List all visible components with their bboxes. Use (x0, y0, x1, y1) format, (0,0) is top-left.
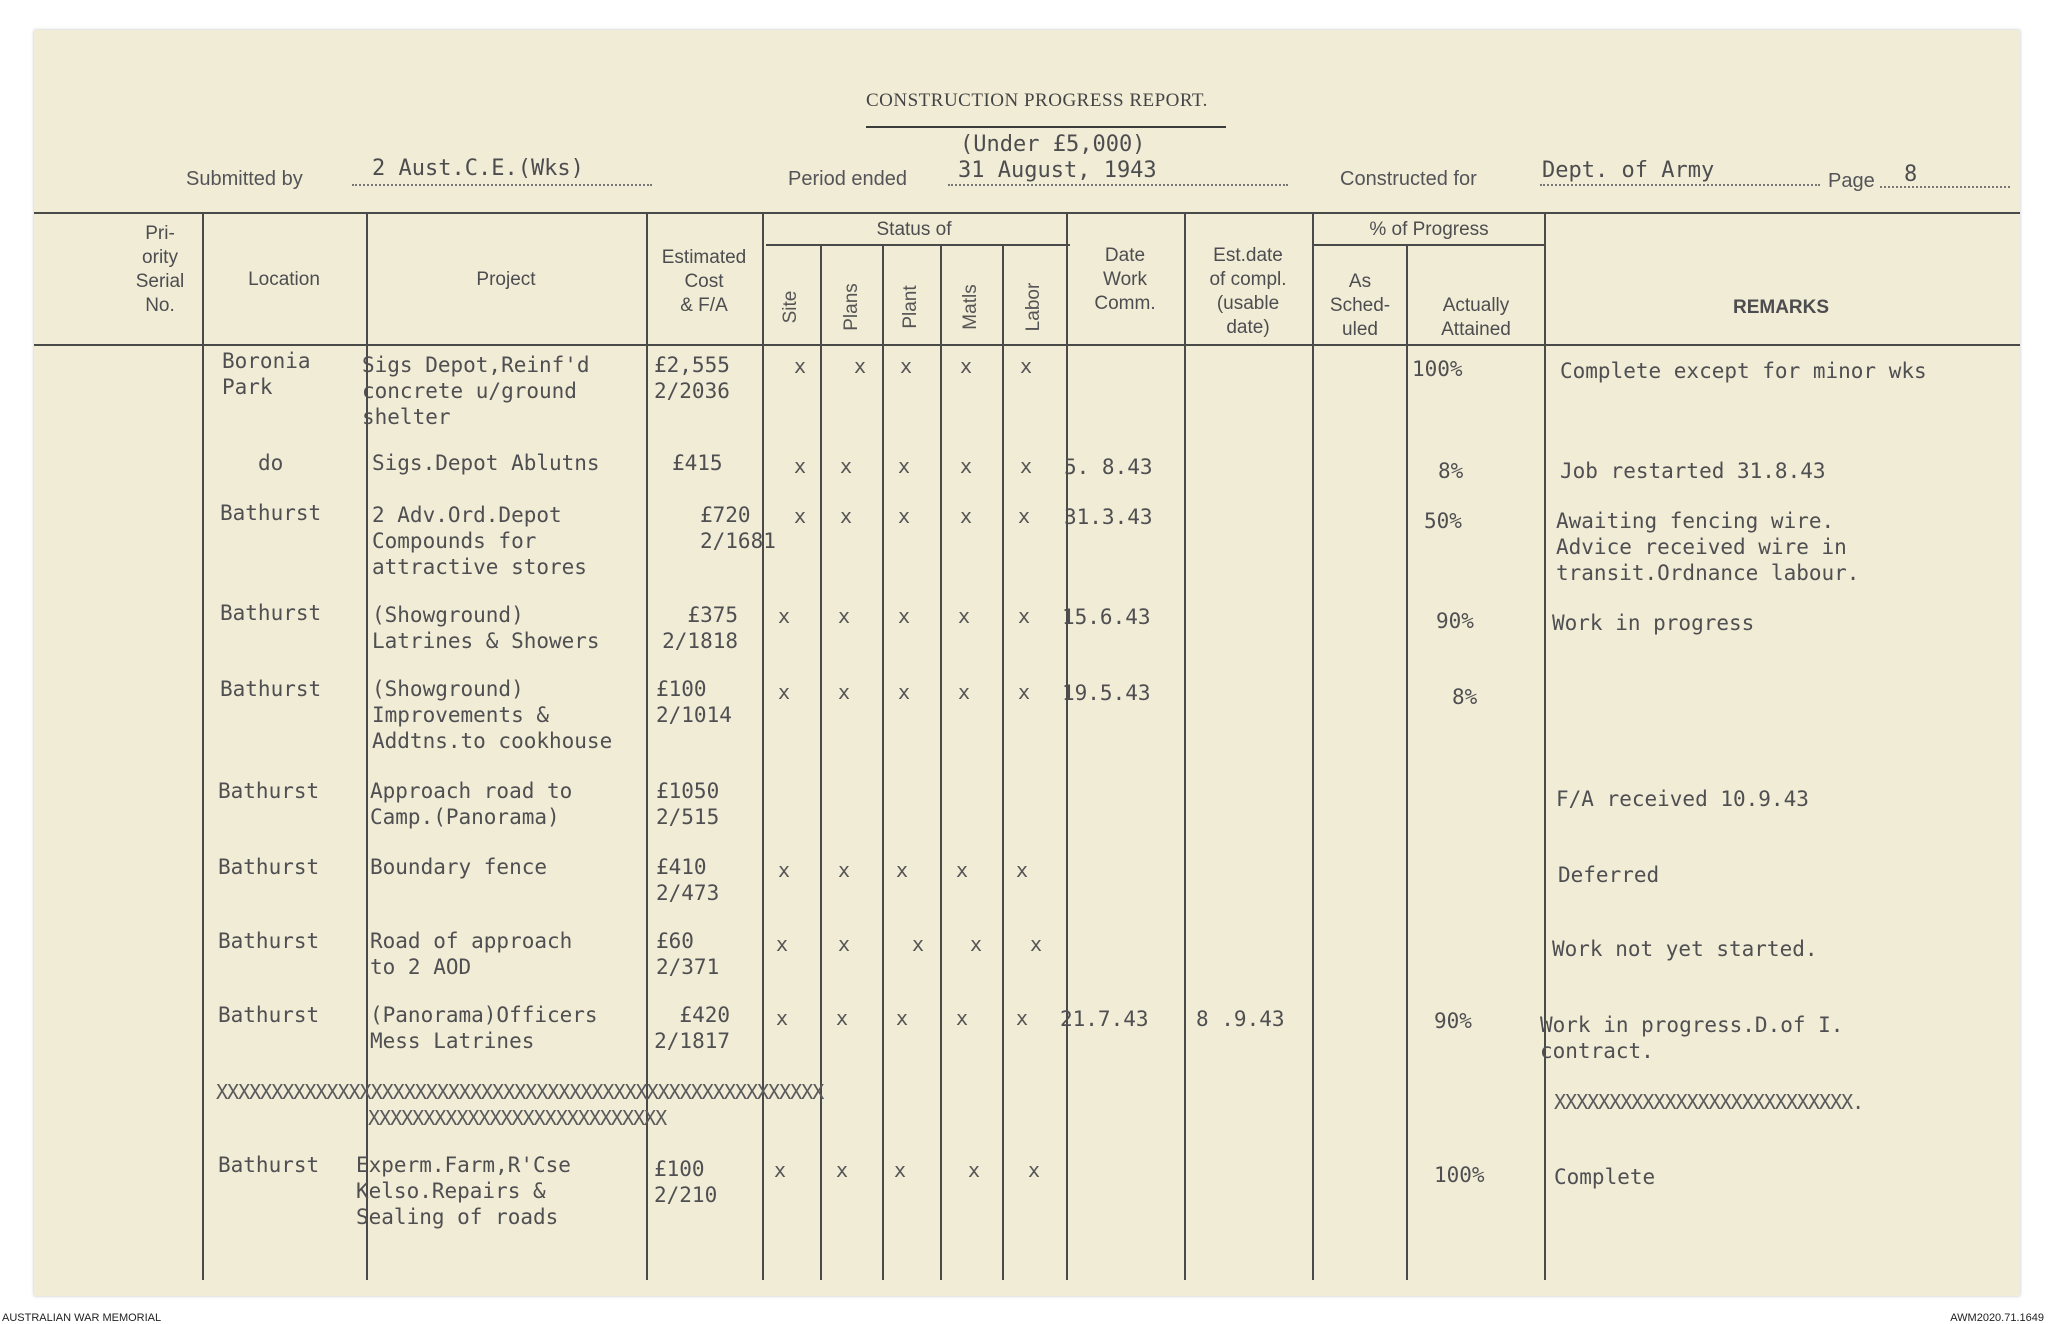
row5-actual: 8% (1452, 685, 1478, 709)
row4-remarks: Work in progress (1552, 611, 1755, 635)
row1-labor: x (1020, 354, 1033, 378)
row4-cost: £375 2/1818 (662, 603, 738, 653)
header-date-comm: Date Work Comm. (1094, 245, 1156, 314)
col-divider-5 (820, 246, 822, 1280)
header-status-plant: Plant (900, 285, 921, 329)
footer-reference: AWM2020.71.1649 (1950, 1312, 2044, 1324)
row2-cost: £415 (672, 451, 723, 475)
col-divider-6 (882, 246, 884, 1280)
header-status-labor: Labor (1023, 282, 1044, 332)
header-actually-attained: Actually Attained (1441, 295, 1511, 340)
row6-remarks: F/A received 10.9.43 (1556, 787, 1809, 811)
row6-project: Approach road to Camp.(Panorama) (370, 779, 573, 829)
col-divider-7 (940, 246, 942, 1280)
report-subtitle: (Under £5,000) (960, 132, 1146, 157)
row5-location: Bathurst (220, 677, 322, 701)
submitted-value: 2 Aust.C.E.(Wks) (372, 156, 584, 181)
struck-line-2: XXXXXXXXXXXXXXXXXXXXXXXXXXX (368, 1106, 667, 1130)
col-divider-8 (1002, 246, 1004, 1280)
row8-plans: x (838, 932, 851, 956)
header-status-matls: Matls (960, 284, 981, 330)
row9-labor: x (1016, 1006, 1029, 1030)
footer-institution: AUSTRALIAN WAR MEMORIAL (2, 1312, 162, 1324)
row1-matls: x (960, 354, 973, 378)
row3-date: 31.3.43 (1064, 505, 1153, 529)
col-divider-1 (202, 214, 204, 1280)
row6-location: Bathurst (218, 779, 320, 803)
row4-site: x (778, 604, 791, 628)
row1-plans: x (854, 354, 867, 378)
row9-site: x (776, 1006, 789, 1030)
row5-project: (Showground) Improvements & Addtns.to cookhouse (372, 677, 613, 753)
row3-matls: x (960, 504, 973, 528)
row2-location: do (258, 451, 284, 475)
row7-project: Boundary fence (370, 855, 548, 879)
row5-labor: x (1018, 680, 1031, 704)
struck-remarks: XXXXXXXXXXXXXXXXXXXXXXXXXXX. (1554, 1090, 1864, 1114)
col-divider-13 (1544, 214, 1546, 1280)
row9-location: Bathurst (218, 1003, 320, 1027)
row3-remarks: Awaiting fencing wire. Advice received wire in transit.Ordnance labour. (1556, 509, 1860, 585)
row5-plans: x (838, 680, 851, 704)
header-est-date: Est.date of compl. (usable date) (1209, 245, 1287, 338)
row10-actual: 100% (1434, 1163, 1485, 1187)
row4-matls: x (958, 604, 971, 628)
row8-project: Road of approach to 2 AOD (370, 929, 573, 979)
col-divider-11 (1312, 214, 1314, 1280)
row2-remarks: Job restarted 31.8.43 (1560, 459, 1826, 483)
row3-project: 2 Adv.Ord.Depot Compounds for attractive stores (372, 503, 587, 579)
header-status-group: Status of (876, 219, 952, 240)
row5-date: 19.5.43 (1062, 681, 1151, 705)
row8-location: Bathurst (218, 929, 320, 953)
progress-group-rule (1312, 244, 1546, 246)
row8-cost: £60 2/371 (656, 929, 720, 979)
row5-matls: x (958, 680, 971, 704)
constructed-value: Dept. of Army (1542, 158, 1715, 183)
title-underline (866, 126, 1226, 128)
row9-actual: 90% (1434, 1009, 1472, 1033)
page-label: Page (1828, 170, 1875, 192)
row9-remarks: Work in progress.D.of I. contract. (1540, 1013, 1844, 1063)
row1-plant: x (900, 354, 913, 378)
header-progress-group: % of Progress (1369, 219, 1489, 240)
header-priority: Pri- ority Serial No. (135, 223, 185, 316)
row7-location: Bathurst (218, 855, 320, 879)
row10-site: x (774, 1158, 787, 1182)
row4-labor: x (1018, 604, 1031, 628)
row4-location: Bathurst (220, 601, 322, 625)
row8-site: x (776, 932, 789, 956)
row1-location: Boronia Park (222, 349, 311, 399)
row9-plant: x (896, 1006, 909, 1030)
row1-cost: £2,555 2/2036 (654, 353, 730, 403)
row2-actual: 8% (1438, 459, 1464, 483)
submitted-label: Submitted by (186, 168, 303, 190)
row9-plans: x (836, 1006, 849, 1030)
row10-location: Bathurst (218, 1153, 320, 1177)
row10-plant: x (894, 1158, 907, 1182)
row2-project: Sigs.Depot Ablutns (372, 451, 600, 475)
row2-date: 5. 8.43 (1064, 455, 1153, 479)
col-divider-9 (1066, 214, 1068, 1280)
row8-remarks: Work not yet started. (1552, 937, 1818, 961)
col-divider-12 (1406, 246, 1408, 1280)
submitted-dots (352, 184, 652, 186)
header-status-plans: Plans (841, 283, 862, 331)
constructed-label: Constructed for (1340, 168, 1477, 190)
row3-cost: £720 2/1681 (700, 503, 776, 553)
row10-labor: x (1028, 1158, 1041, 1182)
col-divider-10 (1184, 214, 1186, 1280)
row3-location: Bathurst (220, 501, 322, 525)
row4-plant: x (898, 604, 911, 628)
header-cost: Estimated Cost & F/A (661, 247, 747, 316)
row1-actual: 100% (1412, 357, 1463, 381)
row10-project: Experm.Farm,R'Cse Kelso.Repairs & Sealing of roads (356, 1153, 571, 1229)
row9-date: 21.7.43 (1060, 1007, 1149, 1031)
row10-plans: x (836, 1158, 849, 1182)
row10-matls: x (968, 1158, 981, 1182)
row9-cost: £420 2/1817 (654, 1003, 730, 1053)
row5-cost: £100 2/1014 (656, 677, 732, 727)
row2-site: x (794, 454, 807, 478)
header-location: Location (248, 269, 320, 290)
col-divider-4 (762, 214, 764, 1280)
page-value: 8 (1904, 162, 1918, 187)
header-remarks: REMARKS (1732, 297, 1830, 318)
row7-labor: x (1016, 858, 1029, 882)
row2-labor: x (1020, 454, 1033, 478)
row1-site: x (794, 354, 807, 378)
row9-est: 8 .9.43 (1196, 1007, 1285, 1031)
row1-project: Sigs Depot,Reinf'd concrete u/ground shelter (362, 353, 590, 429)
row7-matls: x (956, 858, 969, 882)
row7-plans: x (838, 858, 851, 882)
report-title: CONSTRUCTION PROGRESS REPORT. (866, 90, 1208, 111)
row3-plans: x (840, 504, 853, 528)
constructed-dots (1540, 184, 1820, 186)
row4-date: 15.6.43 (1062, 605, 1151, 629)
header-status-site: Site (780, 290, 801, 324)
row3-plant: x (898, 504, 911, 528)
row4-plans: x (838, 604, 851, 628)
struck-line-1: XXXXXXXXXXXXXXXXXXXXXXXXXXXXXXXXXXXXXXXXXXXXXXXXXXXXXXX (216, 1080, 824, 1104)
row2-matls: x (960, 454, 973, 478)
row3-labor: x (1018, 504, 1031, 528)
row8-labor: x (1030, 932, 1043, 956)
row3-actual: 50% (1424, 509, 1462, 533)
row6-cost: £1050 2/515 (656, 779, 720, 829)
row7-cost: £410 2/473 (656, 855, 720, 905)
row10-remarks: Complete (1554, 1165, 1656, 1189)
status-group-rule (766, 244, 1070, 246)
page-dots (1880, 186, 2010, 188)
row2-plans: x (840, 454, 853, 478)
header-as-scheduled: As Sched- uled (1329, 271, 1391, 340)
period-dots (948, 184, 1288, 186)
header-project: Project (476, 269, 536, 290)
period-label: Period ended (788, 168, 907, 190)
row5-site: x (778, 680, 791, 704)
row3-site: x (794, 504, 807, 528)
row2-plant: x (898, 454, 911, 478)
row10-cost: £100 2/210 (654, 1157, 718, 1207)
row8-plant: x (912, 932, 925, 956)
period-value: 31 August, 1943 (958, 158, 1157, 183)
row7-plant: x (896, 858, 909, 882)
row4-project: (Showground) Latrines & Showers (372, 603, 600, 653)
row8-matls: x (970, 932, 983, 956)
table-top-rule (34, 212, 2020, 214)
row4-actual: 90% (1436, 609, 1474, 633)
row9-project: (Panorama)Officers Mess Latrines (370, 1003, 598, 1053)
row9-matls: x (956, 1006, 969, 1030)
row7-site: x (778, 858, 791, 882)
row1-remarks: Complete except for minor wks (1560, 359, 1927, 383)
row5-plant: x (898, 680, 911, 704)
row7-remarks: Deferred (1558, 863, 1660, 887)
